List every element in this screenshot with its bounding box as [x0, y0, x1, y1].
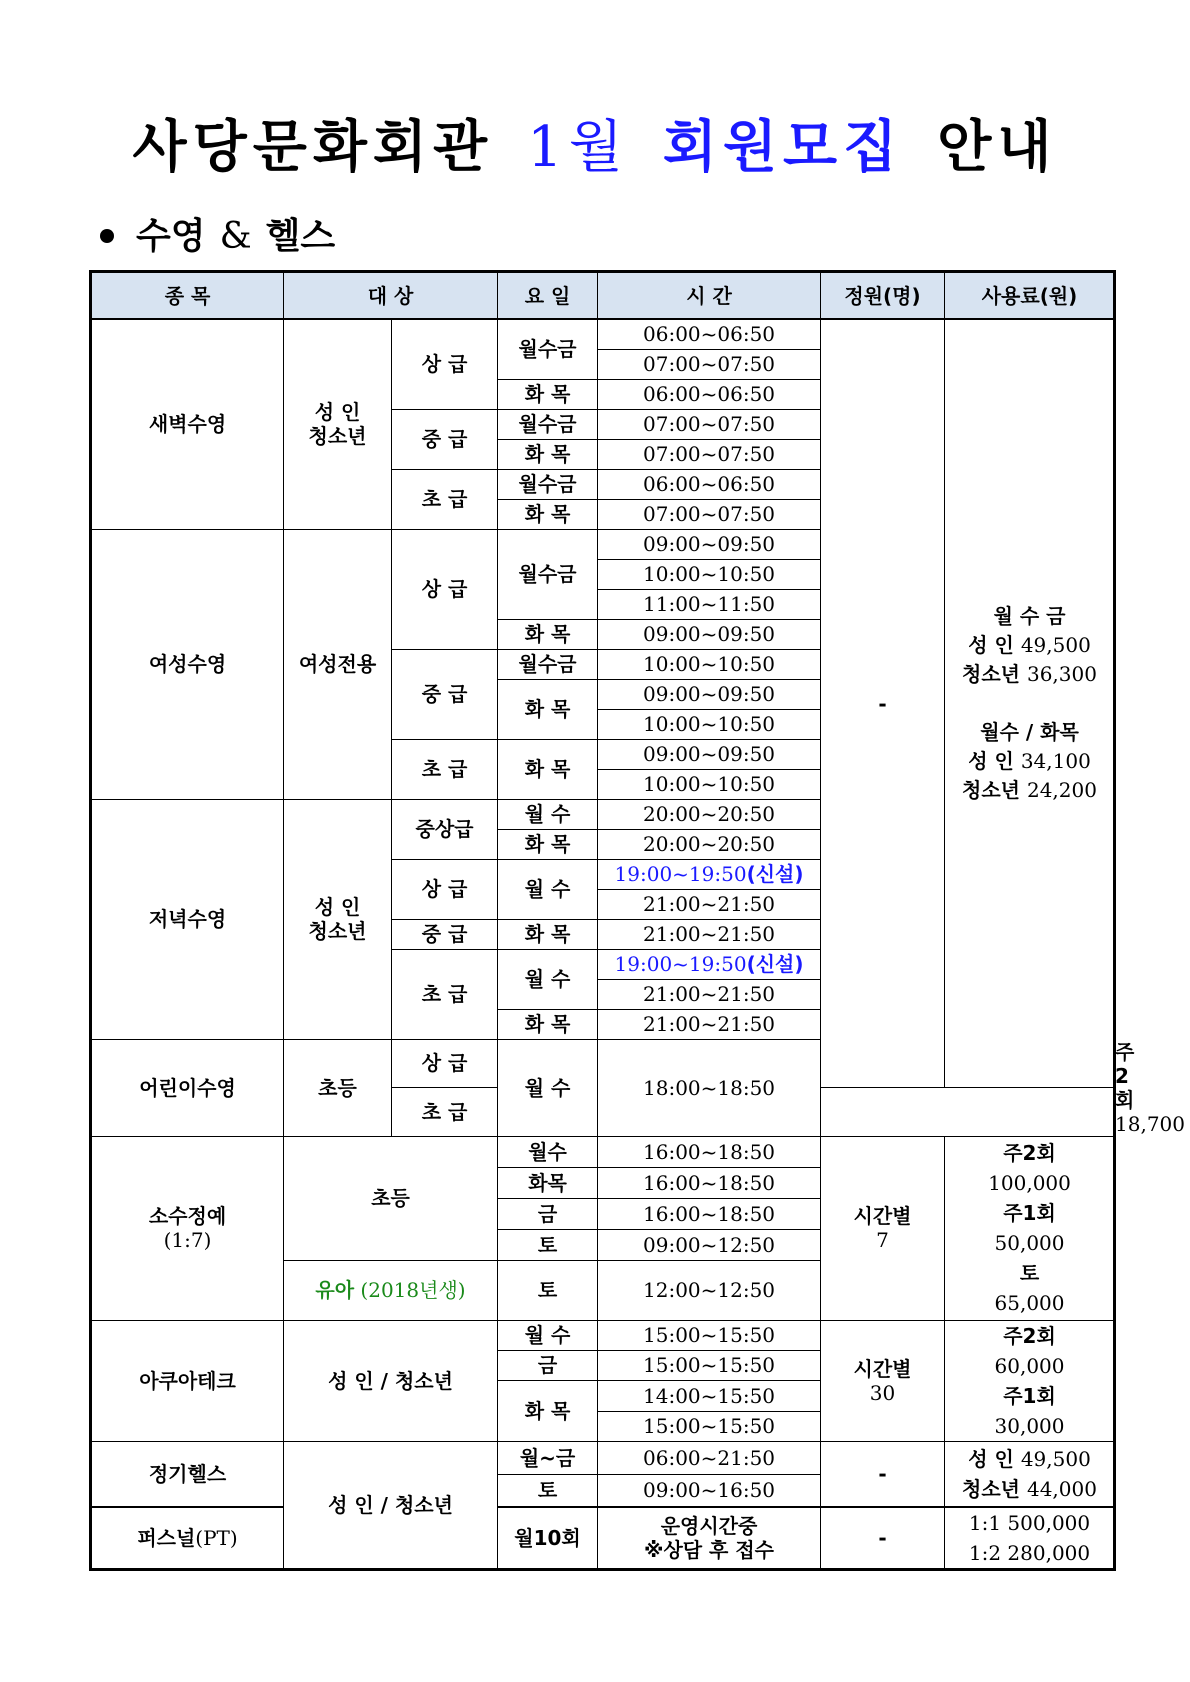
- level-cell: 초 급: [392, 739, 498, 799]
- time-cell: 07:00~07:50: [598, 349, 821, 379]
- level-cell: 초 급: [392, 949, 498, 1039]
- day-cell: 화 목: [498, 739, 598, 799]
- time-cell: 15:00~15:50: [598, 1320, 821, 1350]
- time-cell: 20:00~20:50: [598, 829, 821, 859]
- fee-gym: 성 인 49,500 청소년 44,000: [945, 1441, 1115, 1507]
- program-evening-swim: 저녁수영: [91, 799, 284, 1039]
- capacity-gym: -: [821, 1441, 945, 1507]
- day-cell: 토: [498, 1260, 598, 1320]
- level-cell: 중상급: [392, 799, 498, 859]
- day-cell: 화 목: [498, 499, 598, 529]
- title-month: 1월: [527, 115, 629, 180]
- header-fee: 사용료(원): [945, 272, 1115, 320]
- program-personal-training: 퍼스널(PT): [91, 1507, 284, 1570]
- time-cell: 10:00~10:50: [598, 769, 821, 799]
- day-cell: 월수금: [498, 319, 598, 379]
- target-toddler: 유아 (2018년생): [284, 1260, 498, 1320]
- day-cell: 월 수: [498, 1320, 598, 1350]
- table-row: [91, 319, 1115, 349]
- time-cell-new: 19:00~19:50(신설): [598, 859, 821, 889]
- program-small-group: 소수정예 (1:7): [91, 1136, 284, 1320]
- day-cell: 월수금: [498, 529, 598, 619]
- time-cell: 09:00~09:50: [598, 739, 821, 769]
- header-day: 요 일: [498, 272, 598, 320]
- capacity-pt: -: [821, 1507, 945, 1570]
- table-row: [91, 1320, 1115, 1350]
- time-cell: 21:00~21:50: [598, 1009, 821, 1039]
- table-row: 어린이수영 초등 상 급 월 수 18:00~18:50 주2회 18,700: [91, 1039, 1115, 1088]
- day-cell: 월수금: [498, 649, 598, 679]
- day-cell: 월수금: [498, 469, 598, 499]
- header-time: 시 간: [598, 272, 821, 320]
- program-dawn-swim: 새벽수영: [91, 319, 284, 529]
- day-cell: 월 수: [498, 1039, 598, 1136]
- program-gym: 정기헬스: [91, 1441, 284, 1507]
- level-cell: 중 급: [392, 649, 498, 739]
- section-gym: 헬스: [265, 216, 336, 257]
- section-amp: &: [219, 216, 252, 257]
- program-aqua-tech: 아쿠아테크: [91, 1320, 284, 1441]
- time-cell: 10:00~10:50: [598, 709, 821, 739]
- day-cell: 월 수: [498, 949, 598, 1009]
- day-cell: 화 목: [498, 379, 598, 409]
- day-cell: 화 목: [498, 619, 598, 649]
- day-cell: 화 목: [498, 1009, 598, 1039]
- target-evening: 성 인 청소년: [284, 799, 392, 1039]
- level-cell: 상 급: [392, 529, 498, 649]
- target-dawn: 성 인 청소년: [284, 319, 392, 529]
- capacity-swim: -: [821, 319, 945, 1088]
- title-venue: 사당문화회관: [132, 115, 494, 180]
- time-cell: 07:00~07:50: [598, 439, 821, 469]
- day-cell: 금: [498, 1350, 598, 1380]
- time-cell: 21:00~21:50: [598, 889, 821, 919]
- time-pt: 운영시간중 ※상담 후 접수: [598, 1507, 821, 1570]
- header-capacity: 정원(명): [821, 272, 945, 320]
- table-row: [91, 1441, 1115, 1474]
- program-kids-swim: 어린이수영: [91, 1039, 284, 1136]
- time-cell: 09:00~09:50: [598, 619, 821, 649]
- day-cell: 화 목: [498, 919, 598, 949]
- time-cell: 12:00~12:50: [598, 1260, 821, 1320]
- title-recruit: 회원모집: [662, 115, 904, 180]
- fee-pt: 1:1 500,000 1:2 280,000: [945, 1507, 1115, 1570]
- bullet-icon: [100, 229, 114, 243]
- time-cell: 20:00~20:50: [598, 799, 821, 829]
- day-cell: 화 목: [498, 1380, 598, 1441]
- time-cell: 07:00~07:50: [598, 409, 821, 439]
- target-kids: 초등: [284, 1039, 392, 1136]
- time-cell: 18:00~18:50: [598, 1039, 821, 1136]
- time-cell: 16:00~18:50: [598, 1167, 821, 1198]
- target-gym: 성 인 / 청소년: [284, 1441, 498, 1570]
- section-heading: [100, 208, 335, 259]
- time-cell: 16:00~18:50: [598, 1136, 821, 1167]
- time-cell: 15:00~15:50: [598, 1350, 821, 1380]
- day-cell: 토: [498, 1474, 598, 1507]
- day-cell: 화목: [498, 1167, 598, 1198]
- day-cell: 화 목: [498, 439, 598, 469]
- time-cell: 06:00~06:50: [598, 319, 821, 349]
- day-cell: 금: [498, 1198, 598, 1229]
- day-cell: 월 수: [498, 859, 598, 919]
- day-cell: 월~금: [498, 1441, 598, 1474]
- time-cell-new: 19:00~19:50(신설): [598, 949, 821, 979]
- time-cell: 09:00~09:50: [598, 679, 821, 709]
- table-row: [91, 1136, 1115, 1167]
- time-cell: 11:00~11:50: [598, 589, 821, 619]
- capacity-sosu: 시간별 7: [821, 1136, 945, 1320]
- table-row: [91, 1507, 1115, 1538]
- program-women-swim: 여성수영: [91, 529, 284, 799]
- day-cell: 월수: [498, 1136, 598, 1167]
- fee-sosu: 주2회 100,000 주1회 50,000 토 65,000: [945, 1136, 1115, 1320]
- time-cell: 21:00~21:50: [598, 919, 821, 949]
- schedule-table: [89, 270, 1185, 1571]
- title-guide: 안내: [937, 115, 1058, 180]
- header-target: 대 상: [284, 272, 498, 320]
- header-program: 종 목: [91, 272, 284, 320]
- table-header-row: [91, 272, 1115, 320]
- level-cell: 상 급: [392, 1039, 498, 1088]
- day-cell: 월수금: [498, 409, 598, 439]
- level-cell: 상 급: [392, 319, 498, 409]
- time-cell: 06:00~06:50: [598, 469, 821, 499]
- time-cell: 14:00~15:50: [598, 1380, 821, 1411]
- day-cell: 월 수: [498, 799, 598, 829]
- day-cell: 화 목: [498, 679, 598, 739]
- level-cell: 중 급: [392, 409, 498, 469]
- target-women: 여성전용: [284, 529, 392, 799]
- day-pt: 월10회: [498, 1507, 598, 1570]
- time-cell: 16:00~18:50: [598, 1198, 821, 1229]
- time-cell: 15:00~15:50: [598, 1411, 821, 1441]
- time-cell: 09:00~09:50: [598, 529, 821, 559]
- time-cell: 10:00~10:50: [598, 559, 821, 589]
- level-cell: 중 급: [392, 919, 498, 949]
- level-cell: 상 급: [392, 859, 498, 919]
- fee-swim: 월 수 금 성 인 49,500 청소년 36,300 월수 / 화목 성 인 34,100 청소년 24,200: [945, 319, 1115, 1088]
- level-cell: 초 급: [392, 1088, 498, 1137]
- capacity-aqua: 시간별 30: [821, 1320, 945, 1441]
- time-cell: 06:00~21:50: [598, 1441, 821, 1474]
- fee-aqua: 주2회 60,000 주1회 30,000: [945, 1320, 1115, 1441]
- time-cell: 06:00~06:50: [598, 379, 821, 409]
- level-cell: 초 급: [392, 469, 498, 529]
- time-cell: 21:00~21:50: [598, 979, 821, 1009]
- page-title: [0, 103, 1190, 183]
- target-aqua: 성 인 / 청소년: [284, 1320, 498, 1441]
- target-sosu: 초등: [284, 1136, 498, 1260]
- section-swim: 수영: [136, 216, 206, 257]
- time-cell: 09:00~12:50: [598, 1229, 821, 1260]
- time-cell: 09:00~16:50: [598, 1474, 821, 1507]
- day-cell: 화 목: [498, 829, 598, 859]
- time-cell: 07:00~07:50: [598, 499, 821, 529]
- day-cell: 토: [498, 1229, 598, 1260]
- time-cell: 10:00~10:50: [598, 649, 821, 679]
